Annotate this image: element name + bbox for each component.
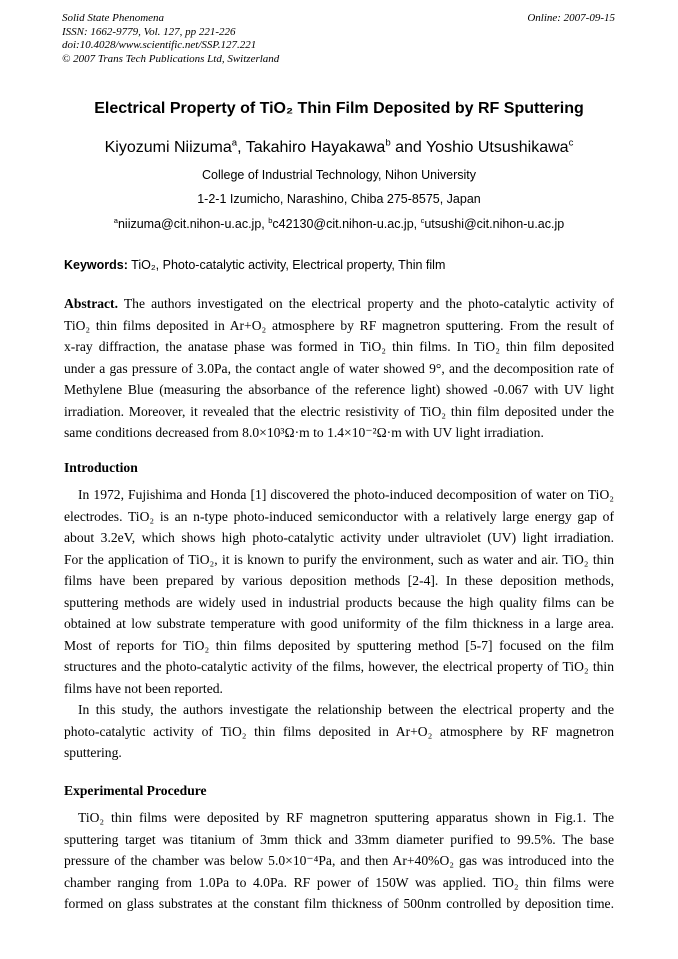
author-affil-mark: a [231,137,238,149]
paragraph-line: obtained at low substrate temperature with good uniformity of the film thickness in a large area. [64,616,614,631]
author-affil-mark: c [568,137,574,149]
abstract-line: irradiation. Moreover, it revealed that the electric resistivity of TiO₂ thin film deposited under the [64,403,614,419]
email-mark: a [113,215,118,225]
abstract-line: x-ray diffraction, the anatase phase was formed in TiO₂ thin films. In TiO₂ thin film deposited [64,339,614,354]
paragraph-line: sputtering. [64,745,122,760]
email-mark: b [268,215,273,225]
paragraph-line: TiO₂ thin films were deposited by RF magnetron sputtering apparatus shown in Fig.1. The [78,810,614,825]
author-name: Yoshio Utsushikawa [425,139,569,156]
email-link[interactable]: utsushi@cit.nihon-u.ac.jp [424,217,565,231]
experimental-body [64,807,614,915]
abstract-label: Abstract. [64,296,118,311]
paragraph-line: sputtering target was titanium of 3mm thick and 33mm diameter purified to 99.5%. The base [64,831,614,847]
doi: doi:10.4028/www.scientific.net/SSP.127.221 [62,39,257,51]
affiliation: College of Industrial Technology, Nihon University [202,168,476,182]
separator: , [413,217,421,231]
author-name: Kiyozumi Niizuma [104,139,232,156]
paragraph-line: sputtering methods are widely used in industrial products because the high quality films can be [64,594,614,610]
section-heading-introduction: Introduction [64,460,138,475]
issn: ISSN: 1662-9779, Vol. 127, pp 221-226 [62,25,236,38]
emails [0,217,678,231]
online-date: Online: 2007-09-15 [527,12,615,24]
introduction-body [64,484,614,764]
keywords [64,258,445,272]
paper-title: Electrical Property of TiO₂ Thin Film Deposited by RF Sputtering [94,100,584,117]
email-mark: c [420,215,425,225]
paragraph-line: films have been prepared by various deposition methods [2-4]. In these deposition methods, [64,573,614,588]
copyright: © 2007 Trans Tech Publications Ltd, Switzerland [62,52,280,65]
paragraph-line: In this study, the authors investigate the relationship between the electrical property and the [78,702,614,717]
separator: and [390,139,426,156]
separator: , [237,139,246,156]
line-text: The authors investigated on the electrical property and the photo-catalytic activity of [117,296,614,311]
paragraph-line: structures and the photo-catalytic activity of the films, however, the electrical property of TiO₂ thin [64,659,614,674]
author-affil-mark: b [385,137,391,149]
journal-info [62,12,279,66]
paragraph-line: electrodes. TiO₂ is an n-type photo-induced semiconductor with a relatively large energy gap of [64,508,614,524]
paragraph-line: about 3.2eV, which shows high photo-catalytic activity under ultraviolet (UV) light irradiation. [64,530,614,545]
paragraph-line: For the application of TiO₂, it is known to purify the environment, such as water and air. TiO₂ thin [64,551,614,567]
paragraph-line: formed on glass substrates at the constant film thickness of 500nm controlled by deposition time. [64,896,614,911]
abstract-line: same conditions decreased from 8.0×10³Ω·m to 1.4×10⁻²Ω·m with UV light irradiation. [64,425,544,440]
email-link[interactable]: c42130@cit.nihon-u.ac.jp [272,217,414,231]
email-link[interactable]: niizuma@cit.nihon-u.ac.jp [117,217,262,231]
paragraph-line: In 1972, Fujishima and Honda [1] discovered the photo-induced decomposition of water on TiO₂ [78,487,614,502]
authors [0,139,678,157]
keywords-text: TiO₂, Photo-catalytic activity, Electrical property, Thin film [127,258,446,272]
address: 1-2-1 Izumicho, Narashino, Chiba 275-8575, Japan [197,192,481,206]
paragraph-line: films have not been reported. [64,680,223,696]
keywords-label: Keywords: [64,258,128,272]
section-heading-experimental: Experimental Procedure [64,783,207,798]
author-name: Takahiro Hayakawa [245,139,386,156]
paragraph-line: photo-catalytic activity of TiO₂ thin films deposited in Ar+O₂ atmosphere by RF magnetron [64,723,614,739]
abstract-line: Methylene Blue (measuring the absorbance of the reference light) showed -0.067 with UV light [64,382,614,397]
abstract-line: TiO₂ thin films deposited in Ar+O₂ atmosphere by RF magnetron sputtering. From the result of [64,317,614,333]
paragraph-line: chamber ranging from 1.0Pa to 4.0Pa. RF power of 150W was applied. TiO₂ thin films were [64,874,614,890]
paragraph-line: pressure of the chamber was below 5.0×10⁻⁴Pa, and then Ar+40%O₂ gas was introduced into the [64,853,614,868]
paragraph-line: Most of reports for TiO₂ thin films deposited by sputtering method [5-7] focused on the film [64,637,614,653]
journal-name: Solid State Phenomena [62,12,165,24]
separator: , [261,217,269,231]
abstract-line: under a gas pressure of 3.0Pa, the contact angle of water showed 9°, and the decomposition rate of [64,360,614,376]
abstract [64,293,614,444]
abstract-line [64,293,614,315]
